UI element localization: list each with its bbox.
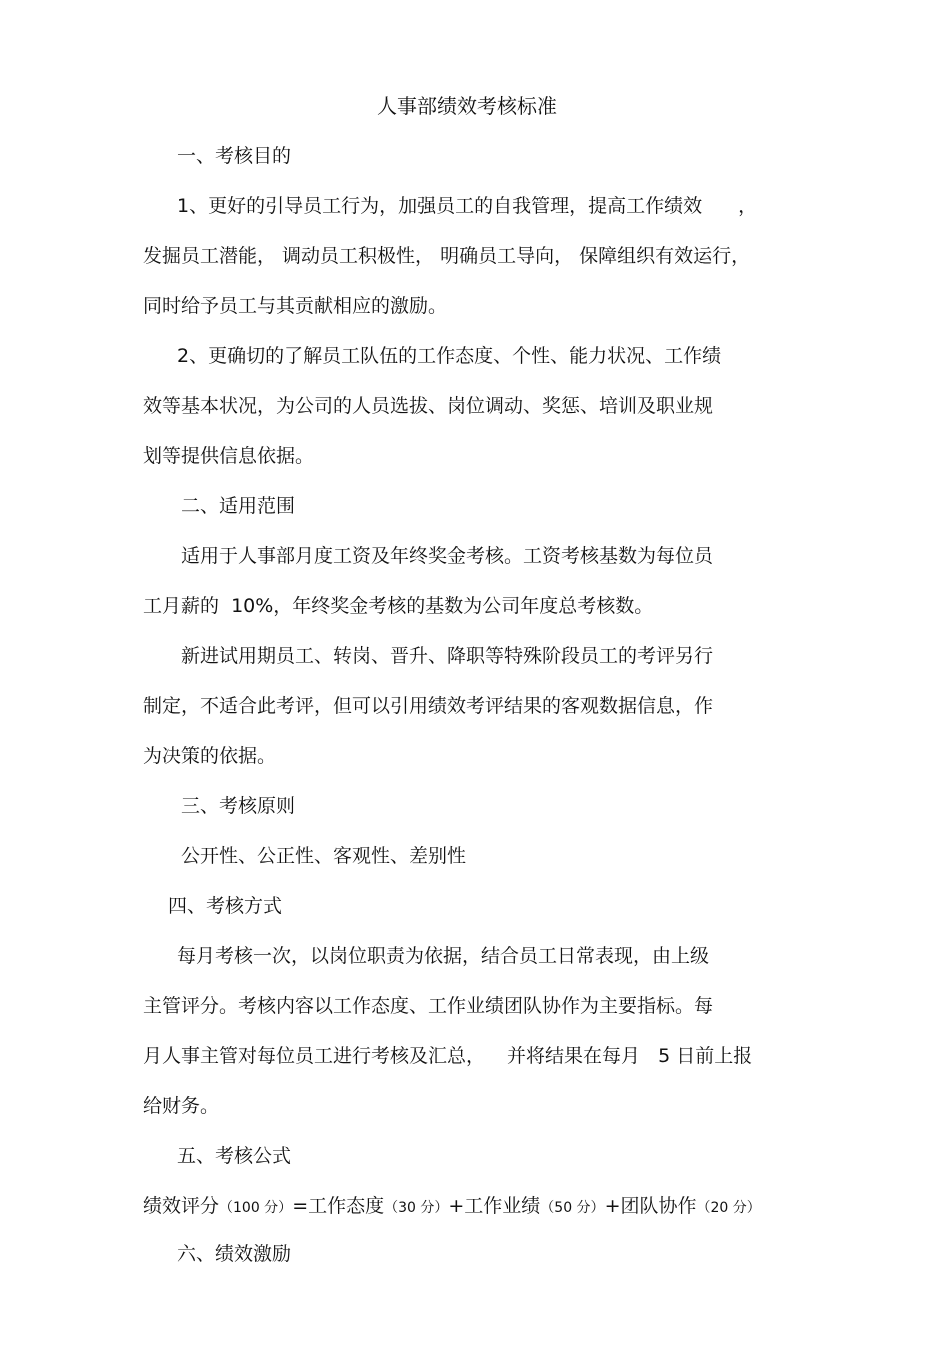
paragraph-line: 2、更确切的了解员工队伍的工作态度、个性、能力状况、工作绩 [177, 345, 722, 367]
paragraph-text: 1、更好的引导员工行为，加强员工的自我管理，提高工作绩效 [177, 195, 703, 217]
paragraph-line: 为决策的依据。 [143, 745, 277, 767]
formula-score: （30 分） [384, 1200, 449, 1216]
paragraph-line [143, 1044, 752, 1068]
page-title: 人事部绩效考核标准 [377, 94, 557, 118]
paragraph-line: 新进试用期员工、转岗、晋升、降职等特殊阶段员工的考评另行 [181, 645, 714, 667]
section-heading-formula: 五、考核公式 [177, 1145, 292, 1167]
paragraph-line: 适用于人事部月度工资及年终奖金考核。工资考核基数为每位员 [181, 545, 714, 567]
paragraph-line: 发掘员工潜能， 调动员工积极性， 明确员工导向， 保障组织有效运行， [143, 245, 751, 267]
paragraph-line: 给财务。 [143, 1095, 220, 1117]
paragraph-line [177, 194, 757, 218]
paragraph-line: 工月薪的 10%，年终奖金考核的基数为公司年度总考核数。 [143, 595, 654, 617]
formula-line [143, 1194, 761, 1220]
paragraph-text: 并将结果在每月 5 日前上报 [507, 1045, 753, 1067]
paragraph-line: 每月考核一次，以岗位职责为依据，结合员工日常表现，由上级 [177, 945, 710, 967]
formula-term: 绩效评分 [143, 1195, 220, 1217]
section-heading-incentive: 六、绩效激励 [177, 1243, 292, 1265]
paragraph-text: 月人事主管对每位员工进行考核及汇总， [143, 1045, 486, 1067]
formula-term: =工作态度 [292, 1195, 385, 1217]
paragraph-line: 主管评分。考核内容以工作态度、工作业绩团队协作为主要指标。每 [143, 995, 714, 1017]
paragraph-line: 公开性、公正性、客观性、差别性 [181, 845, 467, 867]
section-heading-purpose: 一、考核目的 [177, 145, 292, 167]
paragraph-line: 同时给予员工与其贡献相应的激励。 [143, 295, 448, 317]
paragraph-line: 划等提供信息依据。 [143, 445, 315, 467]
formula-term: +工作业绩 [448, 1195, 541, 1217]
section-heading-principles: 三、考核原则 [181, 795, 296, 817]
formula-score: （50 分） [540, 1200, 605, 1216]
paragraph-line: 制定，不适合此考评，但可以引用绩效考评结果的客观数据信息，作 [143, 695, 714, 717]
formula-score: （20 分） [696, 1200, 761, 1216]
section-heading-scope: 二、适用范围 [181, 495, 296, 517]
paragraph-text: ， [738, 195, 758, 217]
formula-term: +团队协作 [604, 1195, 697, 1217]
section-heading-method: 四、考核方式 [168, 895, 283, 917]
formula-score: （100 分） [219, 1200, 293, 1216]
paragraph-line: 效等基本状况，为公司的人员选拔、岗位调动、奖惩、培训及职业规 [143, 395, 714, 417]
